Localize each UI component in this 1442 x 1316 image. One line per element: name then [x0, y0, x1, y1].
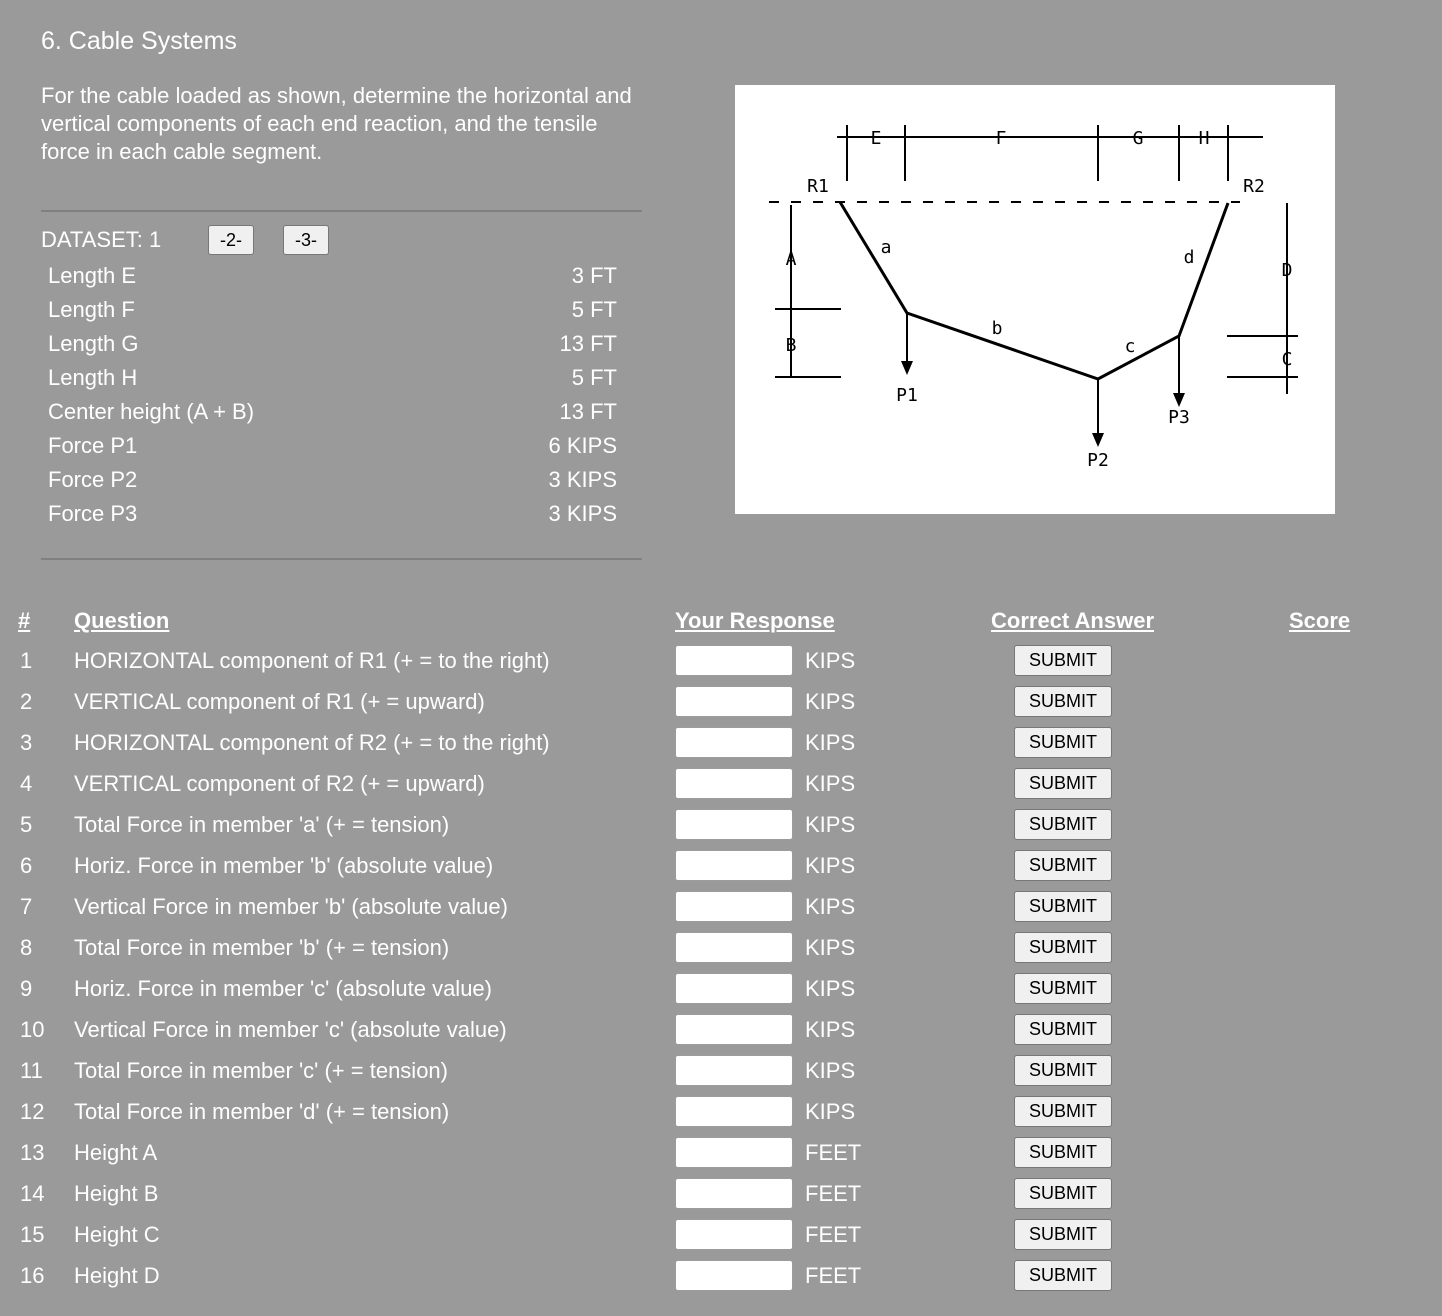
header-question: Question: [74, 608, 170, 633]
response-input[interactable]: [675, 850, 793, 881]
label-member-b: b: [991, 318, 1003, 339]
submit-button[interactable]: SUBMIT: [1014, 1096, 1112, 1127]
row-unit: KIPS: [805, 1017, 856, 1042]
row-unit: KIPS: [805, 689, 856, 714]
row-question: Total Force in member 'd' (+ = tension): [74, 1099, 450, 1124]
row-question: Vertical Force in member 'c' (absolute value): [74, 1017, 507, 1042]
row-number: 8: [20, 935, 33, 960]
row-question: Total Force in member 'b' (+ = tension): [74, 935, 450, 960]
cable-diagram: [735, 85, 1335, 514]
arrow-p1-icon: [901, 361, 913, 375]
dataset-label: DATASET: 1: [41, 227, 162, 252]
row-unit: KIPS: [805, 894, 856, 919]
label-member-d: d: [1183, 247, 1195, 268]
row-question: Total Force in member 'c' (+ = tension): [74, 1058, 448, 1083]
row-unit: KIPS: [805, 1099, 856, 1124]
row-unit: KIPS: [805, 1058, 856, 1083]
row-unit: KIPS: [805, 648, 856, 673]
label-g: G: [1132, 128, 1144, 149]
param-label-length-e: Length E: [48, 263, 137, 288]
response-input[interactable]: [675, 891, 793, 922]
submit-button[interactable]: SUBMIT: [1014, 973, 1112, 1004]
row-number: 3: [20, 730, 33, 755]
row-unit: KIPS: [805, 853, 856, 878]
row-question: Height B: [74, 1181, 159, 1206]
response-input[interactable]: [675, 1260, 793, 1291]
param-value-length-h: 5 FT: [571, 365, 617, 390]
row-number: 15: [20, 1222, 45, 1247]
submit-button[interactable]: SUBMIT: [1014, 1178, 1112, 1209]
response-input[interactable]: [675, 1014, 793, 1045]
param-label-force-p3: Force P3: [48, 501, 138, 526]
submit-button[interactable]: SUBMIT: [1014, 1137, 1112, 1168]
divider-bottom: [41, 558, 642, 560]
label-r1: R1: [807, 176, 829, 197]
param-value-center-height: 13 FT: [559, 399, 617, 424]
cable-diagram-svg: [735, 85, 1335, 514]
response-input[interactable]: [675, 809, 793, 840]
row-number: 10: [20, 1017, 45, 1042]
row-number: 14: [20, 1181, 45, 1206]
response-input[interactable]: [675, 1219, 793, 1250]
cable: [840, 202, 1228, 379]
row-number: 12: [20, 1099, 45, 1124]
param-value-force-p3: 3 KIPS: [548, 501, 617, 526]
dataset-3-button[interactable]: -3-: [283, 225, 329, 255]
divider-top: [41, 210, 642, 212]
response-input[interactable]: [675, 973, 793, 1004]
problem-statement: For the cable loaded as shown, determine the horizontal and vertical components of each end reaction, and the tensile force in each cable segment.: [41, 83, 632, 164]
row-number: 13: [20, 1140, 45, 1165]
row-question: VERTICAL component of R2 (+ = upward): [74, 771, 485, 796]
row-question: Height D: [74, 1263, 160, 1288]
label-a: A: [785, 249, 797, 270]
label-p2: P2: [1087, 450, 1109, 471]
param-label-center-height: Center height (A + B): [48, 399, 255, 424]
param-label-force-p2: Force P2: [48, 467, 138, 492]
row-number: 4: [20, 771, 33, 796]
dataset-2-button[interactable]: -2-: [208, 225, 254, 255]
response-input[interactable]: [675, 1096, 793, 1127]
submit-button[interactable]: SUBMIT: [1014, 850, 1112, 881]
label-p1: P1: [896, 385, 918, 406]
param-label-force-p1: Force P1: [48, 433, 138, 458]
label-c: C: [1281, 349, 1293, 370]
row-unit: FEET: [805, 1222, 862, 1247]
header-score: Score: [1289, 608, 1351, 633]
label-member-a: a: [880, 237, 892, 258]
row-number: 7: [20, 894, 33, 919]
row-question: Horiz. Force in member 'c' (absolute value): [74, 976, 492, 1001]
response-input[interactable]: [675, 645, 793, 676]
header-correct-answer: Correct Answer: [991, 608, 1155, 633]
label-p3: P3: [1168, 407, 1190, 428]
row-unit: FEET: [805, 1181, 862, 1206]
arrow-p3-icon: [1173, 393, 1185, 407]
row-question: VERTICAL component of R1 (+ = upward): [74, 689, 485, 714]
row-unit: FEET: [805, 1263, 862, 1288]
submit-button[interactable]: SUBMIT: [1014, 1219, 1112, 1250]
submit-button[interactable]: SUBMIT: [1014, 891, 1112, 922]
row-question: Horiz. Force in member 'b' (absolute value): [74, 853, 494, 878]
label-r2: R2: [1243, 176, 1265, 197]
param-label-length-g: Length G: [48, 331, 139, 356]
label-h: H: [1198, 128, 1210, 149]
response-input[interactable]: [675, 768, 793, 799]
param-value-force-p1: 6 KIPS: [548, 433, 617, 458]
label-d: D: [1281, 260, 1293, 281]
submit-button[interactable]: SUBMIT: [1014, 1014, 1112, 1045]
header-your-response: Your Response: [675, 608, 835, 633]
param-value-length-g: 13 FT: [559, 331, 617, 356]
submit-button[interactable]: SUBMIT: [1014, 1260, 1112, 1291]
row-unit: KIPS: [805, 771, 856, 796]
row-number: 11: [20, 1058, 43, 1083]
param-label-length-f: Length F: [48, 297, 135, 322]
row-unit: KIPS: [805, 730, 856, 755]
param-value-length-e: 3 FT: [571, 263, 617, 288]
response-input[interactable]: [675, 1137, 793, 1168]
arrow-p2-icon: [1092, 433, 1104, 447]
submit-button[interactable]: SUBMIT: [1014, 932, 1112, 963]
label-member-c: c: [1124, 336, 1136, 357]
row-number: 6: [20, 853, 33, 878]
row-question: Height C: [74, 1222, 160, 1247]
label-f: F: [995, 128, 1007, 149]
row-number: 5: [20, 812, 33, 837]
header-number: #: [18, 608, 31, 633]
row-question: Total Force in member 'a' (+ = tension): [74, 812, 450, 837]
param-label-length-h: Length H: [48, 365, 138, 390]
label-b: B: [785, 335, 797, 356]
row-question: Vertical Force in member 'b' (absolute value): [74, 894, 508, 919]
row-number: 9: [20, 976, 33, 1001]
row-number: 2: [20, 689, 33, 714]
row-unit: FEET: [805, 1140, 862, 1165]
row-number: 1: [20, 648, 33, 673]
label-e: E: [870, 128, 882, 149]
response-input[interactable]: [675, 686, 793, 717]
row-unit: KIPS: [805, 812, 856, 837]
param-value-force-p2: 3 KIPS: [548, 467, 617, 492]
response-input[interactable]: [675, 932, 793, 963]
submit-button[interactable]: SUBMIT: [1014, 1055, 1112, 1086]
param-value-length-f: 5 FT: [571, 297, 617, 322]
row-unit: KIPS: [805, 935, 856, 960]
row-unit: KIPS: [805, 976, 856, 1001]
response-input[interactable]: [675, 1178, 793, 1209]
row-question: HORIZONTAL component of R2 (+ = to the right): [74, 730, 550, 755]
submit-button[interactable]: SUBMIT: [1014, 809, 1112, 840]
submit-button[interactable]: SUBMIT: [1014, 645, 1112, 676]
row-question: Height A: [74, 1140, 158, 1165]
submit-button[interactable]: SUBMIT: [1014, 686, 1112, 717]
submit-button[interactable]: SUBMIT: [1014, 727, 1112, 758]
row-question: HORIZONTAL component of R1 (+ = to the right): [74, 648, 550, 673]
response-input[interactable]: [675, 1055, 793, 1086]
submit-button[interactable]: SUBMIT: [1014, 768, 1112, 799]
page-title: 6. Cable Systems: [41, 27, 237, 55]
response-input[interactable]: [675, 727, 793, 758]
row-number: 16: [20, 1263, 45, 1288]
